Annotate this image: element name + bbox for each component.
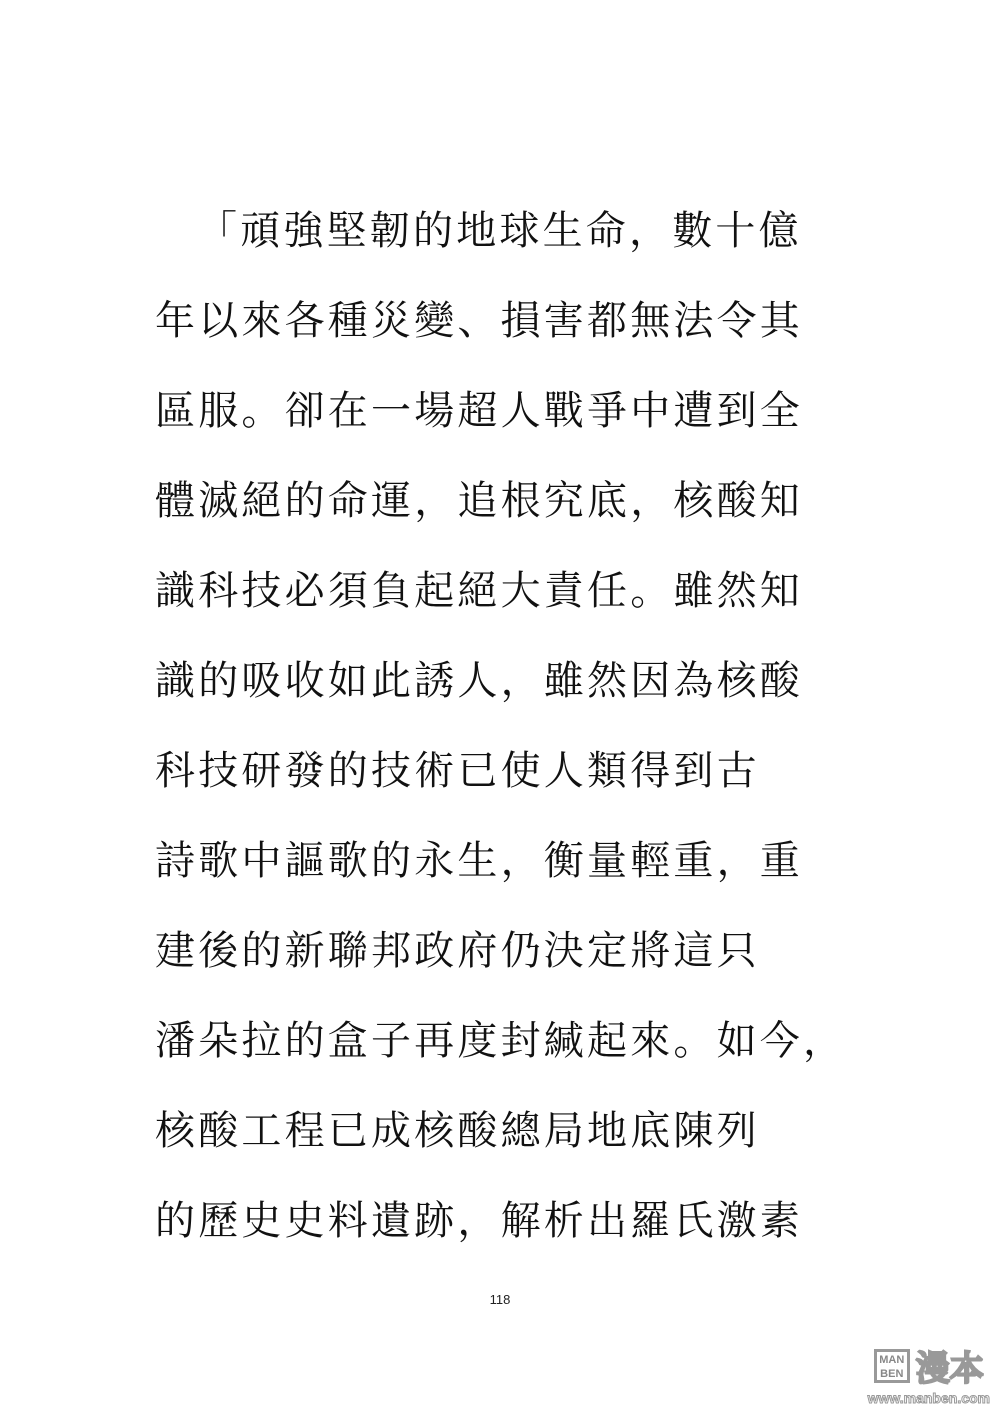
text-line: 「頑強堅韌的地球生命，數十億 — [197, 208, 802, 254]
watermark-logo — [868, 1341, 990, 1406]
text-line: 潘朵拉的盒子再度封緘起來。如今， — [155, 1018, 847, 1064]
text-line: 科技研發的技術已使人類得到古 — [155, 748, 760, 794]
text-line: 識科技必須負起絕大責任。雖然知 — [155, 568, 803, 614]
text-line: 年以來各種災變、損害都無法令其 — [155, 298, 803, 344]
text-line: 核酸工程已成核酸總局地底陳列 — [155, 1108, 760, 1154]
text-line: 詩歌中謳歌的永生，衡量輕重，重 — [155, 838, 803, 884]
body-text — [155, 186, 915, 1266]
text-line: 區服。卻在一場超人戰爭中遭到全 — [155, 388, 803, 434]
watermark-name: 漫本 — [915, 1349, 984, 1389]
watermark-box-logo — [874, 1349, 910, 1383]
watermark-box-top: MAN — [879, 1353, 905, 1366]
watermark-box-bottom: BEN — [880, 1367, 904, 1380]
text-line: 的歷史史料遺跡，解析出羅氏激素 — [155, 1198, 803, 1244]
watermark-url: www.manben.com — [867, 1390, 990, 1406]
page-number: 118 — [489, 1292, 511, 1307]
text-line: 識的吸收如此誘人，雖然因為核酸 — [155, 658, 803, 704]
text-line: 建後的新聯邦政府仍決定將這只 — [155, 928, 760, 974]
text-line: 體滅絕的命運，追根究底，核酸知 — [155, 478, 803, 524]
